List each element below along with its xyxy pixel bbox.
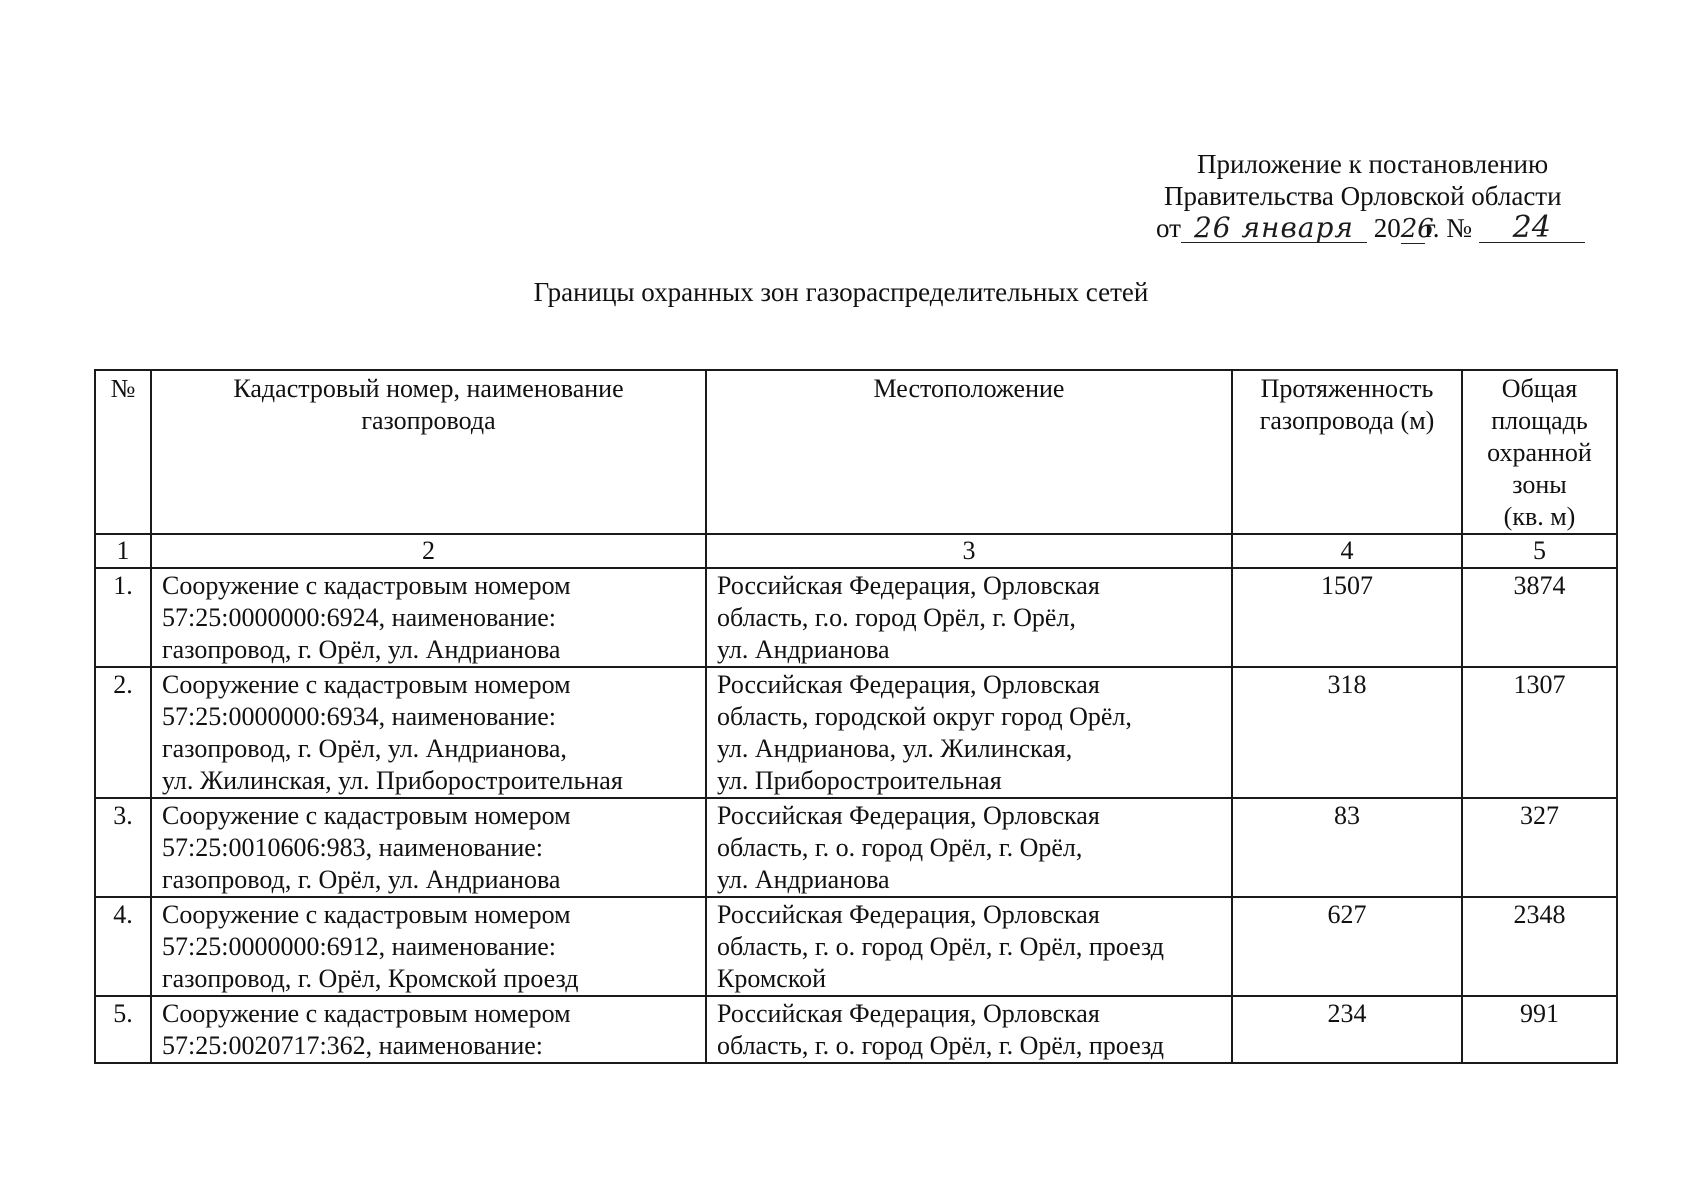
document-title: Границы охранных зон газораспределительных сетей [533, 277, 1149, 307]
appendix-block [1110, 148, 1650, 244]
row-location: Российская Федерация, Орловская область, г.о. город Орёл, г. Орёл, ул. Андрианова [706, 568, 1232, 667]
table-row [95, 897, 1617, 996]
row-location: Российская Федерация, Орловская область, городской округ город Орёл, ул. Андрианова, ул. Жилинская, ул. Приборостроительная [706, 667, 1232, 798]
row-index: 2. [95, 667, 151, 798]
row-index: 1. [95, 568, 151, 667]
table-row [95, 568, 1617, 667]
table-header-row [95, 370, 1617, 534]
appendix-date-line [1110, 212, 1650, 244]
row-length: 83 [1232, 798, 1462, 897]
zones-table [94, 369, 1618, 1064]
column-number: 2 [151, 534, 706, 568]
row-index: 4. [95, 897, 151, 996]
header-number: № [95, 370, 151, 534]
column-number: 5 [1462, 534, 1617, 568]
appendix-line-1: Приложение к постановлению [1197, 149, 1549, 179]
row-length: 627 [1232, 897, 1462, 996]
row-length: 234 [1232, 996, 1462, 1063]
column-number: 3 [706, 534, 1232, 568]
row-name: Сооружение с кадастровым номером 57:25:0010606:983, наименование: газопровод, г. Орёл, ул. Андрианова [151, 798, 706, 897]
table-row [95, 996, 1617, 1063]
handwritten-date: 26 января [1181, 214, 1367, 243]
row-name: Сооружение с кадастровым номером 57:25:0000000:6934, наименование: газопровод, г. Орёл, ул. Андрианова, ул. Жилинская, ул. Приборостроительная [151, 667, 706, 798]
row-area: 3874 [1462, 568, 1617, 667]
year-prefix: 20 [1373, 213, 1401, 243]
handwritten-year: 26 [1400, 214, 1434, 244]
table-row [95, 798, 1617, 897]
handwritten-number: 24 [1479, 214, 1585, 243]
appendix-line-2: Правительства Орловской области [1164, 181, 1562, 211]
row-area: 991 [1462, 996, 1617, 1063]
header-length: Протяженность газопровода (м) [1232, 370, 1462, 534]
row-index: 3. [95, 798, 151, 897]
row-location: Российская Федерация, Орловская область, г. о. город Орёл, г. Орёл, ул. Андрианова [706, 798, 1232, 897]
column-number: 1 [95, 534, 151, 568]
year-suffix: г. № [1424, 213, 1472, 243]
column-numbers-row [95, 534, 1617, 568]
from-label: от [1156, 213, 1181, 243]
row-area: 1307 [1462, 667, 1617, 798]
row-name: Сооружение с кадастровым номером 57:25:0000000:6912, наименование: газопровод, г. Орёл, Кромской проезд [151, 897, 706, 996]
row-name: Сооружение с кадастровым номером 57:25:0000000:6924, наименование: газопровод, г. Орёл, ул. Андрианова [151, 568, 706, 667]
row-length: 318 [1232, 667, 1462, 798]
header-location: Местоположение [706, 370, 1232, 534]
column-number: 4 [1232, 534, 1462, 568]
row-area: 327 [1462, 798, 1617, 897]
row-index: 5. [95, 996, 151, 1063]
document-title-block [0, 276, 1688, 308]
row-location: Российская Федерация, Орловская область, г. о. город Орёл, г. Орёл, проезд [706, 996, 1232, 1063]
table-row [95, 667, 1617, 798]
header-area: Общая площадь охранной зоны (кв. м) [1462, 370, 1617, 534]
row-area: 2348 [1462, 897, 1617, 996]
header-cadastral-name: Кадастровый номер, наименование газопровода [151, 370, 706, 534]
row-location: Российская Федерация, Орловская область, г. о. город Орёл, г. Орёл, проезд Кромской [706, 897, 1232, 996]
row-name: Сооружение с кадастровым номером 57:25:0020717:362, наименование: [151, 996, 706, 1063]
row-length: 1507 [1232, 568, 1462, 667]
